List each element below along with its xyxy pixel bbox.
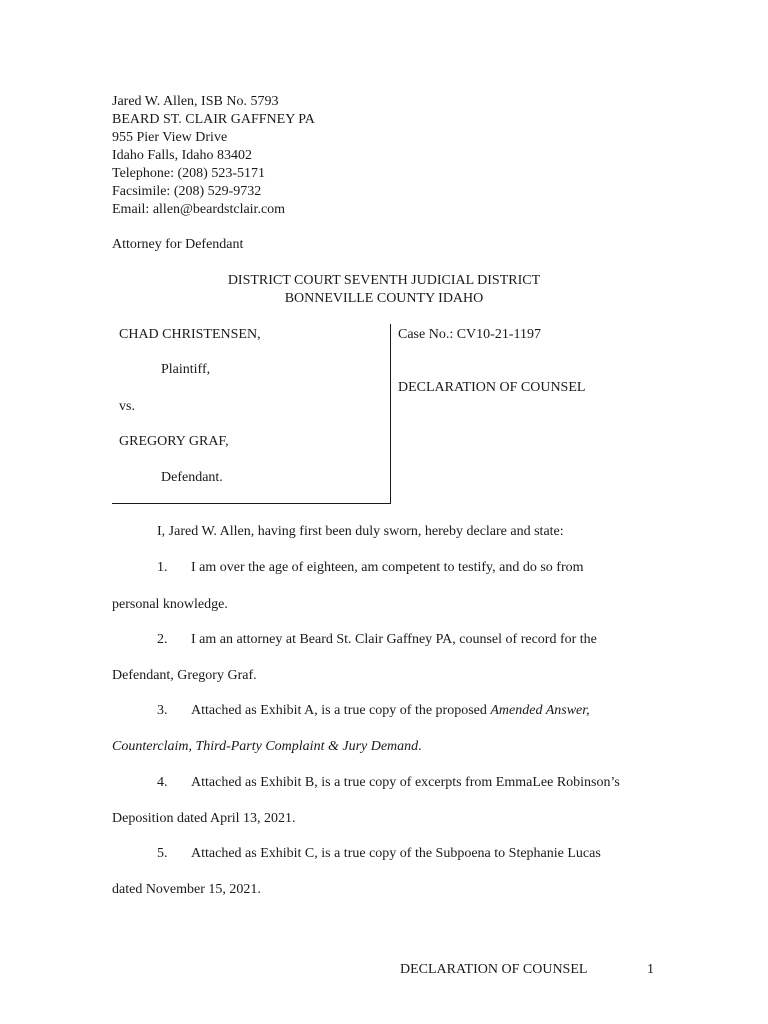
paragraph-4-number: 4. bbox=[157, 775, 168, 790]
paragraph-4-text: Attached as Exhibit B, is a true copy of excerpts from EmmaLee Robinson’s bbox=[191, 775, 620, 790]
paragraph-3-first-line bbox=[157, 702, 590, 720]
paragraph-1-number: 1. bbox=[157, 560, 168, 575]
paragraph-1-first-line bbox=[157, 559, 584, 577]
city-state-line: Idaho Falls, Idaho 83402 bbox=[112, 148, 252, 163]
court-name-line: DISTRICT COURT SEVENTH JUDICIAL DISTRICT bbox=[227, 273, 541, 288]
telephone-line: Telephone: (208) 523-5171 bbox=[112, 166, 265, 181]
paragraph-2-number: 2. bbox=[157, 632, 168, 647]
defendant-name: GREGORY GRAF, bbox=[119, 434, 229, 449]
paragraph-1-second-line: personal knowledge. bbox=[112, 597, 228, 612]
attorney-name-line: Jared W. Allen, ISB No. 5793 bbox=[112, 94, 279, 109]
footer-title: DECLARATION OF COUNSEL bbox=[400, 962, 588, 977]
caption-vertical-rule bbox=[390, 324, 391, 504]
paragraph-3-second-line bbox=[112, 738, 422, 756]
paragraph-3-text: Attached as Exhibit A, is a true copy of the proposed bbox=[191, 703, 491, 718]
firm-name-line: BEARD ST. CLAIR GAFFNEY PA bbox=[112, 112, 315, 127]
paragraph-5-second-line: dated November 15, 2021. bbox=[112, 882, 261, 897]
street-address-line: 955 Pier View Drive bbox=[112, 130, 228, 145]
paragraph-5-text: Attached as Exhibit C, is a true copy of the Subpoena to Stephanie Lucas bbox=[191, 846, 601, 861]
case-number: Case No.: CV10-21-1197 bbox=[398, 327, 541, 342]
versus-label: vs. bbox=[119, 399, 135, 414]
attorney-role: Attorney for Defendant bbox=[112, 237, 244, 252]
paragraph-3-period: . bbox=[418, 739, 422, 754]
document-title: DECLARATION OF COUNSEL bbox=[398, 380, 586, 395]
plaintiff-label: Plaintiff, bbox=[161, 362, 211, 377]
paragraph-2-text: I am an attorney at Beard St. Clair Gaffney PA, counsel of record for the bbox=[191, 632, 597, 647]
paragraph-3-number: 3. bbox=[157, 703, 168, 718]
paragraph-3-italic-title: Amended Answer, bbox=[490, 703, 590, 718]
paragraph-4-first-line bbox=[157, 774, 620, 792]
paragraph-4-second-line: Deposition dated April 13, 2021. bbox=[112, 811, 296, 826]
paragraph-2-first-line bbox=[157, 631, 597, 649]
paragraph-3-italic-title-continued: Counterclaim, Third-Party Complaint & Jury Demand bbox=[112, 739, 419, 754]
paragraph-5-first-line bbox=[157, 845, 601, 863]
court-county-line: BONNEVILLE COUNTY IDAHO bbox=[284, 291, 484, 306]
plaintiff-name: CHAD CHRISTENSEN, bbox=[119, 327, 261, 342]
paragraph-2-second-line: Defendant, Gregory Graf. bbox=[112, 668, 257, 683]
paragraph-5-number: 5. bbox=[157, 846, 168, 861]
defendant-label: Defendant. bbox=[161, 470, 223, 485]
intro-paragraph: I, Jared W. Allen, having first been duly sworn, hereby declare and state: bbox=[157, 524, 564, 539]
facsimile-line: Facsimile: (208) 529-9732 bbox=[112, 184, 262, 199]
caption-horizontal-rule bbox=[112, 503, 391, 504]
page-number: 1 bbox=[647, 962, 654, 977]
paragraph-1-text: I am over the age of eighteen, am competent to testify, and do so from bbox=[191, 560, 584, 575]
email-line: Email: allen@beardstclair.com bbox=[112, 202, 286, 217]
